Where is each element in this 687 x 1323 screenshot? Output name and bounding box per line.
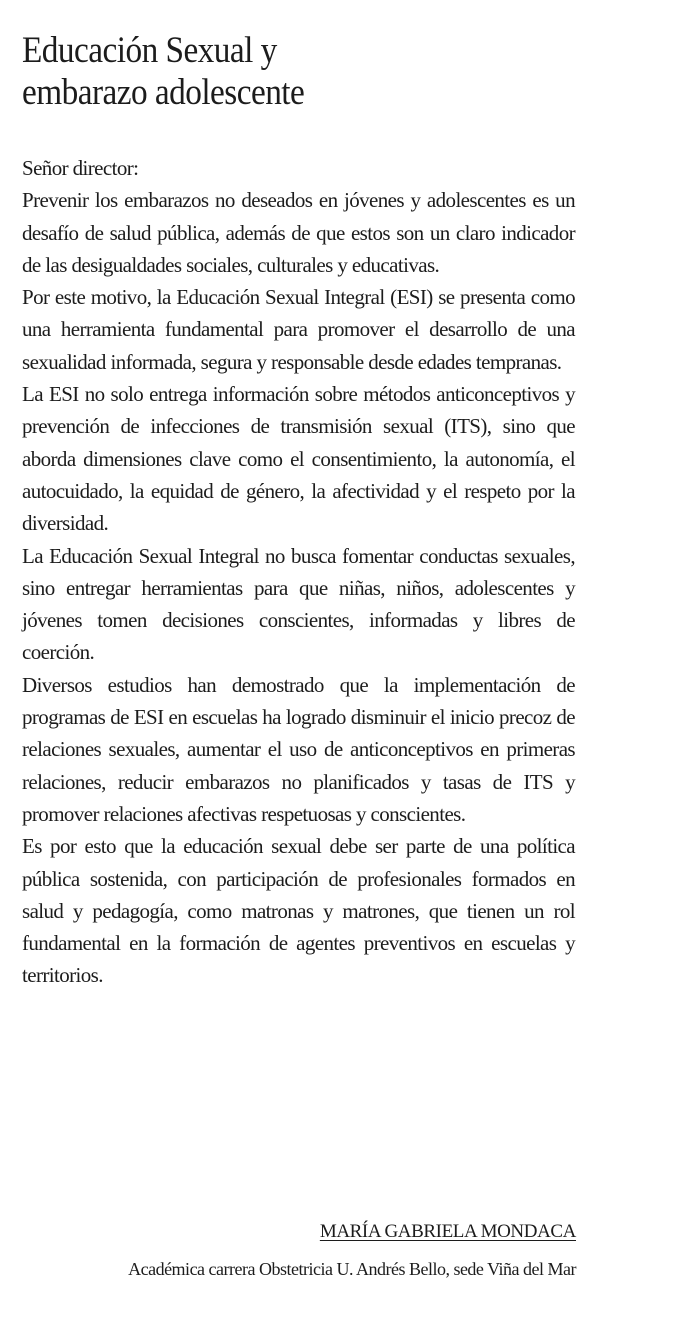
paragraph: La ESI no solo entrega información sobre métodos anticonceptivos y prevención de infecciones de transmisión sexual (ITS), sino que aborda dimensiones clave como el consentimiento, la autonomía, el autocuidado, la equidad de género, la afectividad y el respeto por la diversidad.	[22, 382, 575, 536]
author-affiliation: Académica carrera Obstetricia U. Andrés Bello, sede Viña del Mar	[128, 1259, 576, 1279]
author-name: MARÍA GABRIELA MONDACA	[319, 1221, 576, 1242]
salutation: Señor director:	[22, 156, 139, 180]
paragraph: Diversos estudios han demostrado que la implementación de programas de ESI en escuelas ha logrado disminuir el inicio precoz de relaciones sexuales, aumentar el uso de anticonceptivos en primeras relaciones, reducir embarazos no planificados y tasas de ITS y promover relaciones afectivas respetuosas y conscientes.	[22, 672, 575, 826]
title-line-2: embarazo adolescente	[22, 72, 305, 113]
title-line-1: Educación Sexual y	[22, 30, 277, 71]
letter-header	[22, 30, 580, 114]
paragraph: Por este motivo, la Educación Sexual Integral (ESI) se presenta como una herramienta fundamental para promover el desarrollo de una sexualidad informada, segura y responsable desde edades tempranas.	[22, 285, 575, 374]
letter-title	[22, 30, 580, 114]
paragraph: Prevenir los embarazos no deseados en jóvenes y adolescentes es un desafío de salud pública, además de que estos son un claro indicador de las desigualdades sociales, culturales y educativas.	[22, 188, 575, 277]
paragraph: La Educación Sexual Integral no busca fomentar conductas sexuales, sino entregar herramientas para que niñas, niños, adolescentes y jóvenes tomen decisiones conscientes, informadas y libres de coerción.	[22, 543, 575, 665]
paragraph: Es por esto que la educación sexual debe ser parte de una política pública sostenida, con participación de profesionales formados en salud y pedagogía, como matronas y matrones, que tienen un rol fundamental en la formación de agentes preventivos en escuelas y territorios.	[22, 834, 575, 988]
letter-body	[22, 152, 575, 992]
